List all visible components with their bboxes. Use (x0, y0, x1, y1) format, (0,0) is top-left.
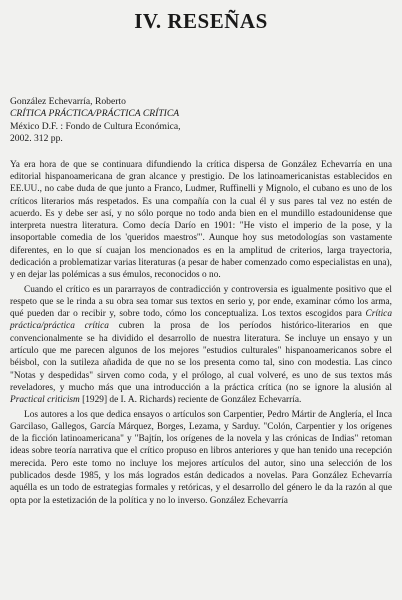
book-title-inline: Crítica práctica/práctica crítica (10, 309, 392, 332)
section-title: IV. RESEÑAS (134, 9, 268, 33)
paragraph-3: Los autores a los que dedica ensayos o artículos son Carpentier, Pedro Mártir de Anglería, el Inca Garcilaso, Gallegos, García Márquez, Borges, Lezama, y Sarduy. "Colón, Carpentier y los orígenes de la ficción latinoamericana" y "Bajtín, los orígenes de la novela y las crónicas de Indias" retoman ideas sobre teoría narrativa que el crítico propuso en libros anteriores y que han tenido una recepción merecida. Pero este tomo no incluye los mejores artículos del autor, sino una selección de los publicados desde 1985, y los más logrados están dedicados a novelas. Para González Echevarría aquélla es un todo de estrategias formales y retóricas, y el desarrollo del género le da la razón al que opta por la estetización de la política y no lo inverso. González Echevarría (10, 409, 392, 506)
review-body (10, 159, 392, 507)
book-title: CRÍTICA PRÁCTICA/PRÁCTICA CRÍTICA (10, 108, 180, 120)
paragraph-2-part-c: [1929] de I. A. Richards) reciente de González Echevarría. (79, 395, 302, 406)
paragraph-2-part-b: cubren la prosa de los períodos histórico-literarios en que convencionalmente se ha dividido el desarrollo de nuestra literatura. Se incluye un ensayo y un artículo que me parecen algunos de los mejores "estudios culturales" hispanoamericanos sobre el béisbol, con la sutileza añadida de que no se los presenta como tal, sino con modestia. Las cinco "Notas y despedidas" sirven como coda, y el prólogo, al cual volveré, es uno de sus textos más reveladores, y mucho más que una introducción a la práctica crítica (no se ignore la alusión al (10, 321, 392, 393)
book-reference (10, 96, 392, 146)
paragraph-2-part-a: Cuando el crítico es un pararrayos de contradicción y controversia es igualmente positivo que el respeto que se le rinda a su obra sea tomar sus textos en serio y, por ende, examinar cómo los arma, qué pueden dar o recibir y, sobre todo, cómo los conceptualiza. Los textos escogidos para (10, 284, 392, 320)
book-publisher: México D.F. : Fondo de Cultura Económica, (10, 120, 181, 132)
book-year-pages: 2002. 312 pp. (10, 133, 63, 145)
paragraph-1: Ya era hora de que se continuara difundiendo la crítica dispersa de González Echevarría en una editorial hispanoamericana de gran alcance y prestigio. De los latinoamericanistas establecidos en EE.UU., no cabe duda de que junto a Franco, Ludmer, Ruffinelli y Mignolo, el cubano es uno de los críticos literarios más respetados. Es una compañía con la cual él y sus pares tal vez no estén de acuerdo. Es y debe ser así, y no sólo porque no todo anda bien en el mundillo estadounidense que interpreta nuestra literatura. Como decía Darío en 1901: "He visto el imperio de la pose, y la insoportable comedia de los 'queridos maestros'". Aunque hoy sus metodologías son vastamente diferentes, en lo que sí cuajan los mencionados es en la amplitud de criterios, larga trayectoria, dedicación a problematizar varias literaturas (a pesar de haber comenzado como especialistas en una), y en dejar las polémicas a sus émulos, reconocidos o no. (10, 159, 392, 281)
practical-criticism-ref: Practical criticism (10, 395, 80, 406)
book-author: González Echevarría, Roberto (10, 96, 126, 107)
paragraph-2 (10, 284, 392, 407)
